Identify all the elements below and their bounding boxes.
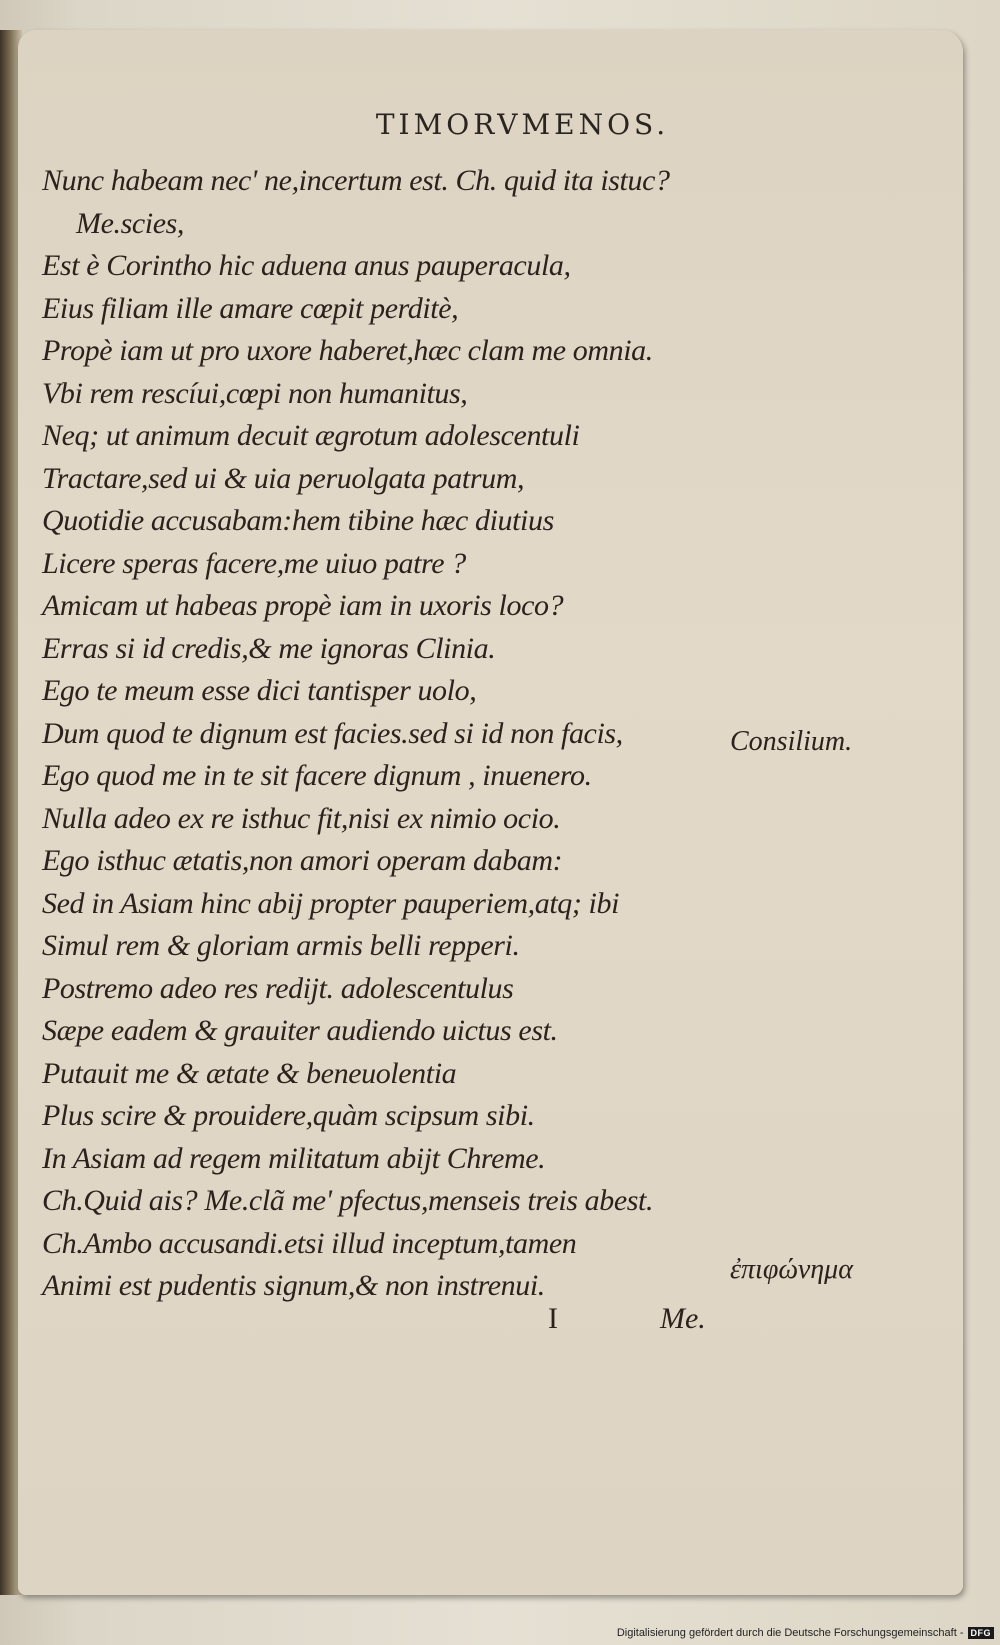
- verse-line: Putauit me & ætate & beneuolentia: [42, 1056, 457, 1090]
- verse-line: Ego quod me in te sit facere dignum , inuenero.: [42, 759, 592, 792]
- verse-line: Plus scire & prouidere,quàm scipsum sibi.: [42, 1099, 535, 1132]
- dfg-logo: DFG: [968, 1627, 995, 1639]
- verse-line: Ch.Quid ais? Me.clã me' pfectus,menseis treis abest.: [42, 1184, 654, 1217]
- verse-line: Ego te meum esse dici tantisper uolo,: [42, 674, 477, 707]
- verse-line: Nunc habeam nec' ne,incertum est. Ch. quid ita istuc?: [42, 164, 670, 197]
- verse-line: Licere speras facere,me uiuo patre ?: [42, 546, 466, 580]
- verse-line: Ego isthuc ætatis,non amori operam dabam:: [42, 844, 563, 877]
- verse-line: Dum quod te dignum est facies.sed si id non facis,: [42, 716, 623, 750]
- credit-text: Digitalisierung gefördert durch die Deutsche Forschungsgemeinschaft -: [616, 1627, 964, 1639]
- verse-line: Quotidie accusabam:hem tibine hæc diutius: [42, 504, 554, 537]
- running-head-text: TIMORVMENOS.: [375, 108, 670, 141]
- running-head: [0, 108, 1000, 141]
- verse-line: Animi est pudentis signum,& non instrenui.: [42, 1269, 545, 1302]
- verse-line: Tractare,sed ui & uia peruolgata patrum,: [42, 461, 525, 495]
- verse-line: Postremo adeo res redijt. adolescentulus: [42, 971, 514, 1005]
- verse-line: Sed in Asiam hinc abij propter pauperiem,atq; ibi: [42, 886, 620, 920]
- verse-line: Propè iam ut pro uxore haberet,hæc clam me omnia.: [42, 334, 653, 367]
- catchword: Me.: [660, 1302, 706, 1335]
- verse-text: [42, 160, 742, 1308]
- signature-mark: I: [548, 1302, 558, 1335]
- digitization-credit: [617, 1625, 994, 1641]
- margin-note-epiphonema: ἐπιφώνημα: [730, 1254, 853, 1285]
- verse-line: Neq; ut animum decuit ægrotum adolescentuli: [42, 419, 580, 452]
- verse-line: Amicam ut habeas propè iam in uxoris loco?: [42, 589, 564, 622]
- verse-line: Ch.Ambo accusandi.etsi illud inceptum,tamen: [42, 1226, 577, 1260]
- verse-line: Me.scies,: [76, 206, 185, 240]
- verse-line: Est è Corintho hic aduena anus pauperacula,: [42, 249, 571, 282]
- verse-line: Eius filiam ille amare cœpit perditè,: [42, 291, 459, 325]
- verse-line: Nulla adeo ex re isthuc fit,nisi ex nimio ocio.: [42, 801, 561, 835]
- verse-line: Sæpe eadem & grauiter audiendo uictus est.: [42, 1014, 558, 1047]
- margin-note-consilium: Consilium.: [730, 726, 853, 757]
- verse-line: Vbi rem rescíui,cœpi non humanitus,: [42, 376, 468, 410]
- verse-line: Simul rem & gloriam armis belli repperi.: [42, 929, 520, 962]
- verse-line: In Asiam ad regem militatum abijt Chreme.: [42, 1141, 546, 1175]
- verse-line: Erras si id credis,& me ignoras Clinia.: [42, 631, 496, 665]
